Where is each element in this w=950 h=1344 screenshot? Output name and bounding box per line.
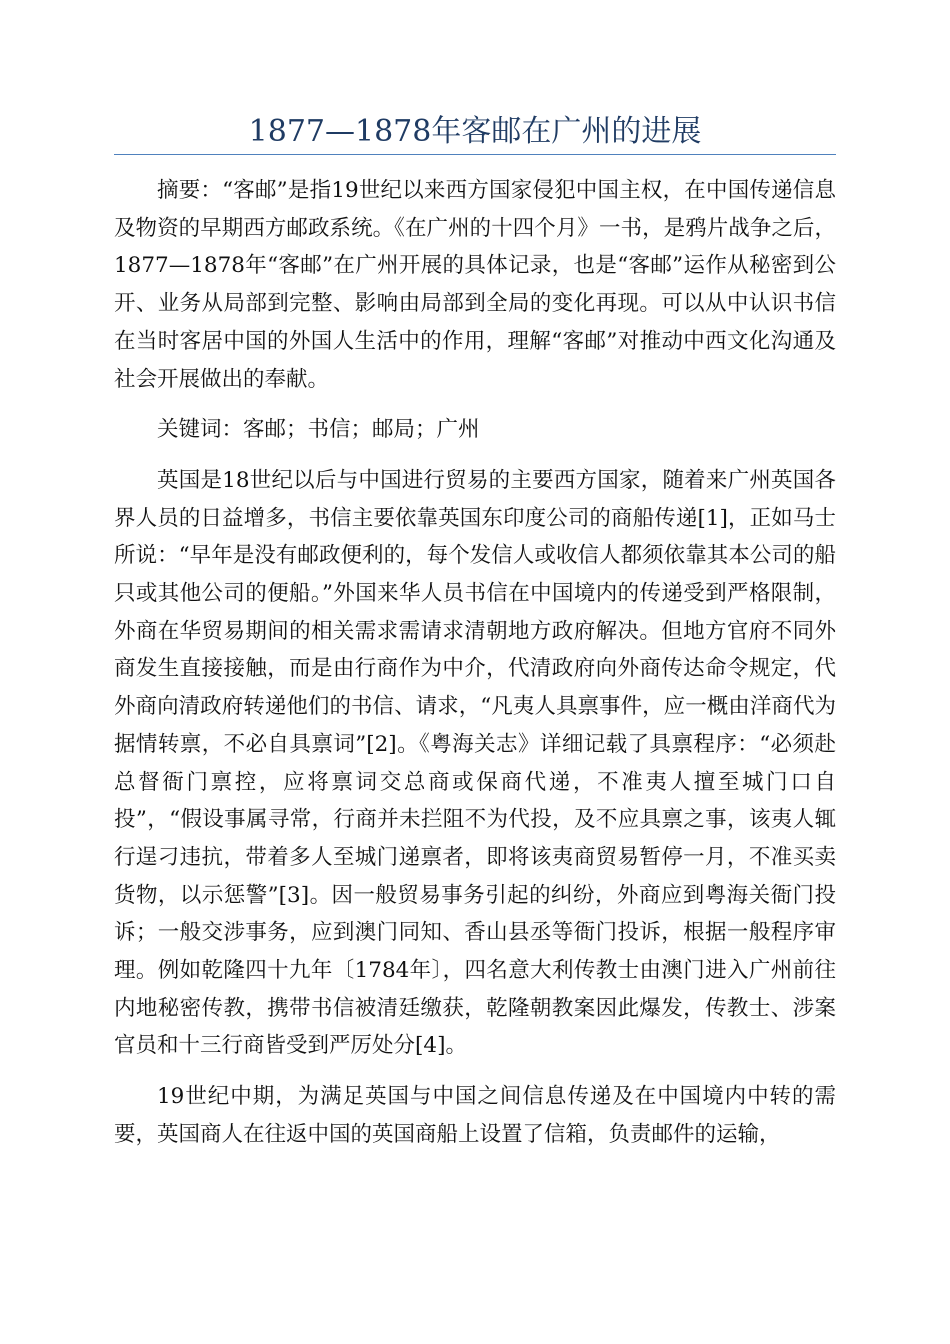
title-underline [114, 154, 836, 155]
body-paragraph-2: 19世纪中期，为满足英国与中国之间信息传递及在中国境内中转的需要，英国商人在往返中国的英国商船上设置了信箱，负责邮件的运输， [114, 1084, 836, 1147]
keywords-paragraph: 关键词：客邮；书信；邮局；广州 [157, 417, 480, 443]
abstract-paragraph: 摘要：“客邮”是指19世纪以来西方国家侵犯中国主权，在中国传递信息及物资的早期西方邮政系统。《在广州的十四个月》一书，是鸦片战争之后，1877—1878年“客邮”在广州开展的具体记录，也是“客邮”运作从秘密到公开、业务从局部到完整、影响由局部到全局的变化再现。可以从中认识书信在当时客居中国的外国人生活中的作用，理解“客邮”对推动中西文化沟通及社会开展做出的奉献。 [114, 178, 836, 392]
body-paragraph-1: 英国是18世纪以后与中国进行贸易的主要西方国家，随着来广州英国各界人员的日益增多，书信主要依靠英国东印度公司的商船传递[1]，正如马士所说：“早年是没有邮政便利的，每个发信人或收信人都须依靠其本公司的船只或其他公司的便船。”外国来华人员书信在中国境内的传递受到严格限制，外商在华贸易期间的相关需求需请求清朝地方政府解决。但地方官府不同外商发生直接接触，而是由行商作为中介，代清政府向外商传达命令规定，代外商向清政府转递他们的书信、请求，“凡夷人具禀事件，应一概由洋商代为据情转禀，不必自具禀词”[2]。《粤海关志》详细记载了具禀程序：“必须赴总督衙门禀控，应将禀词交总商或保商代递，不准夷人擅至城门口自投”，“假设事属寻常，行商并未拦阻不为代投，及不应具禀之事，该夷人辄行逞刁违抗，带着多人至城门递禀者，即将该夷商贸易暂停一月，不准买卖货物，以示惩警”[3]。因一般贸易事务引起的纠纷，外商应到粤海关衙门投诉；一般交涉事务，应到澳门同知、香山县丞等衙门投诉，根据一般程序审理。例如乾隆四十九年〔1784年〕，四名意大利传教士由澳门进入广州前往内地秘密传教，携带书信被清廷缴获，乾隆朝教案因此爆发，传教士、涉案官员和十三行商皆受到严厉处分[4]。 [114, 467, 836, 1059]
document-title: 1877—1878年客邮在广州的进展 [248, 114, 702, 149]
document-body [114, 172, 836, 1167]
